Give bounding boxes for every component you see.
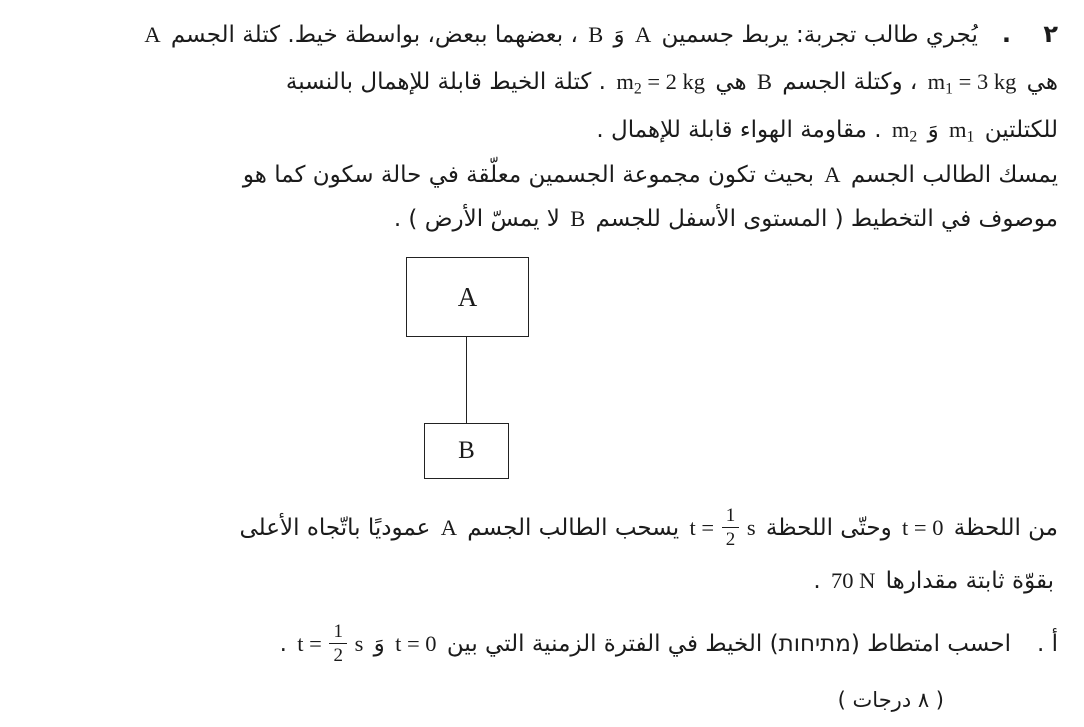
mass2-symbol: m [616, 69, 634, 94]
body-B-box [424, 423, 509, 479]
body-b-inline: B [570, 206, 586, 231]
intro-line-3 [596, 114, 1058, 146]
text-segment: وَ [366, 631, 393, 657]
half-fraction [329, 621, 347, 668]
text-segment: للكتلتين [977, 117, 1058, 143]
half-fraction [722, 505, 740, 552]
text-segment: لا يمسّ الأرض ) . [393, 206, 568, 232]
text-segment: . [279, 631, 295, 657]
pull-line-1 [240, 500, 1059, 556]
intro-line-1 [141, 18, 1058, 51]
string-line [466, 336, 467, 424]
body-A-box [406, 257, 529, 337]
body-b-inline: B [756, 69, 772, 94]
mass2-symbol-inline [889, 117, 920, 146]
time-half-equation [294, 620, 366, 667]
hold-line-1 [243, 159, 1058, 191]
mass2-symbol: m [891, 117, 910, 142]
mass1-subscript: 1 [945, 80, 954, 98]
body-a-inline: A [440, 515, 457, 540]
mass2-subscript: 2 [633, 80, 642, 98]
intro-line-2 [286, 66, 1058, 98]
hold-line-2 [394, 203, 1058, 235]
text-segment: من اللحظة [946, 515, 1058, 541]
mass1-subscript: 1 [966, 128, 975, 146]
mass1-symbol: m [949, 117, 967, 142]
points-text: ( ٨ درجات ) [837, 688, 944, 712]
text-segment: موصوف في التخطيط ( المستوى الأسفل للجسم [588, 206, 1058, 232]
text-segment: . [813, 568, 828, 594]
text-segment: هي [1019, 69, 1058, 95]
text-segment: ، بعضهما ببعض، بواسطة خيط. كتلة الجسم [163, 22, 586, 48]
text-segment: هي [708, 69, 754, 95]
time-symbol: t = [689, 515, 720, 540]
mass2-value: = 2 kg [641, 69, 706, 94]
text-segment: عموديًا باتّجاه الأعلى [239, 515, 438, 541]
text-segment: وحتّى اللحظة [758, 515, 900, 541]
text-segment: بحيث تكون مجموعة الجسمين معلّقة في حالة سكون كما هو [242, 162, 822, 188]
fraction-numerator: 1 [722, 505, 740, 529]
part-a-marker: أ . [1036, 631, 1058, 657]
time-zero-equation: t = 0 [395, 631, 437, 656]
text-segment: يُجري طالب تجربة: يربط جسمين [654, 22, 978, 48]
body-b-inline: B [588, 22, 604, 47]
body-a-inline: A [824, 162, 841, 187]
force-value: 70 N [830, 568, 876, 593]
seconds-unit: s [348, 631, 364, 656]
seconds-unit: s [741, 515, 756, 540]
time-zero-equation: t = 0 [902, 515, 944, 540]
body-A-label: A [457, 281, 478, 312]
mass1-symbol-inline [946, 117, 977, 146]
mass1-equation [925, 69, 1020, 98]
body-a-inline: A [144, 22, 161, 47]
mass2-subscript: 2 [909, 128, 918, 146]
fraction-denominator: 2 [333, 645, 343, 667]
body-a-inline: A [634, 22, 652, 47]
mass2-equation [613, 69, 708, 98]
text-segment: احسب امتطاط (מתיחות) الخيط في الفترة الزمنية التي بين [439, 631, 1011, 657]
text-segment: يمسك الطالب الجسم [843, 162, 1058, 188]
text-segment: . كتلة الخيط قابلة للإهمال بالنسبة [285, 69, 614, 95]
part-a-line [280, 616, 1058, 672]
mass1-value: = 3 kg [953, 69, 1017, 94]
question-number-label: ٢ . [1001, 20, 1058, 48]
text-segment: . مقاومة الهواء قابلة للإهمال . [596, 117, 889, 143]
body-B-label: B [458, 437, 475, 464]
time-half-equation [687, 504, 759, 551]
text-segment: وَ [606, 22, 632, 48]
fraction-denominator: 2 [725, 529, 736, 551]
text-segment: وَ [920, 117, 947, 143]
pull-line-2 [813, 565, 1054, 597]
text-segment: يسحب الطالب الجسم [459, 515, 687, 541]
mass1-symbol: m [927, 69, 946, 94]
time-symbol: t = [297, 631, 328, 656]
text-segment: ، وكتلة الجسم [774, 69, 925, 95]
points-label [838, 684, 944, 716]
text-segment: بقوّة ثابتة مقدارها [878, 568, 1054, 594]
fraction-numerator: 1 [329, 621, 347, 645]
